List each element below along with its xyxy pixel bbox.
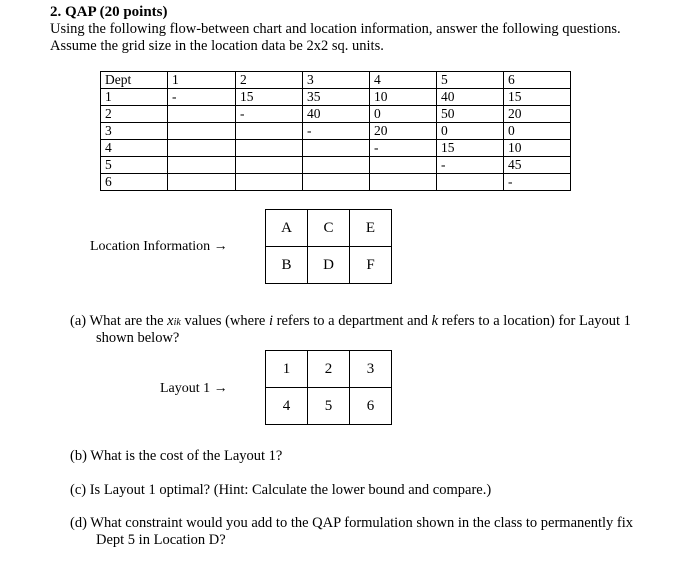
flow-cell	[168, 123, 236, 140]
header-cell: Dept	[101, 72, 168, 89]
part-a-question-line2: shown below?	[96, 330, 180, 346]
flow-cell: -	[370, 140, 437, 157]
flow-cell	[437, 174, 504, 191]
flow-cell: 10	[504, 140, 571, 157]
part-a-index-i: i	[268, 313, 274, 329]
part-d-question-line2: Dept 5 in Location D?	[96, 532, 226, 548]
table-row	[101, 106, 571, 123]
flow-cell: 35	[303, 89, 370, 106]
flow-cell	[303, 174, 370, 191]
part-c-question: (c) Is Layout 1 optimal? (Hint: Calculate the lower bound and compare.)	[70, 482, 492, 498]
flow-cell: 0	[437, 123, 504, 140]
flow-cell	[168, 157, 236, 174]
flow-cell: 10	[370, 89, 437, 106]
header-cell: 5	[437, 72, 504, 89]
grid-row	[266, 351, 392, 388]
dept-cell: 6	[101, 174, 168, 191]
question-title: 2. QAP (20 points)	[50, 4, 168, 20]
location-cell: E	[350, 210, 392, 247]
part-b-question: (b) What is the cost of the Layout 1?	[70, 448, 283, 464]
dept-cell: 2	[101, 106, 168, 123]
layout-1-label: Layout 1 →	[160, 381, 228, 396]
grid-row	[266, 247, 392, 284]
flow-cell: 15	[504, 89, 571, 106]
question-instructions-line2: Assume the grid size in the location data be 2x2 sq. units.	[50, 38, 384, 54]
flow-cell	[303, 140, 370, 157]
flow-cell: 0	[370, 106, 437, 123]
header-cell: 1	[168, 72, 236, 89]
flow-cell: 20	[370, 123, 437, 140]
flow-cell	[236, 174, 303, 191]
flow-cell: 40	[437, 89, 504, 106]
flow-header-row	[101, 72, 571, 89]
flow-cell	[236, 140, 303, 157]
header-cell: 4	[370, 72, 437, 89]
flow-cell: -	[437, 157, 504, 174]
part-a-text: (a) What are the	[70, 313, 168, 329]
header-cell: 3	[303, 72, 370, 89]
flow-cell	[236, 157, 303, 174]
flow-cell	[303, 157, 370, 174]
table-row	[101, 89, 571, 106]
flow-cell: 15	[236, 89, 303, 106]
location-information-label: Location Information →	[90, 239, 228, 254]
grid-row	[266, 210, 392, 247]
dept-cell: 5	[101, 157, 168, 174]
table-row	[101, 123, 571, 140]
flow-cell	[236, 123, 303, 140]
layout-cell: 2	[308, 351, 350, 388]
location-cell: C	[308, 210, 350, 247]
location-grid	[265, 209, 392, 284]
header-cell: 6	[504, 72, 571, 89]
flow-cell: -	[303, 123, 370, 140]
dept-cell: 1	[101, 89, 168, 106]
part-a-question	[70, 313, 631, 330]
dept-cell: 3	[101, 123, 168, 140]
layout-cell: 3	[350, 351, 392, 388]
flow-cell	[168, 174, 236, 191]
part-a-subscript: ik	[173, 317, 181, 328]
flow-cell: 20	[504, 106, 571, 123]
table-row	[101, 140, 571, 157]
flow-cell	[370, 157, 437, 174]
part-a-text: refers to a department and	[273, 313, 432, 329]
flow-cell: 45	[504, 157, 571, 174]
dept-cell: 4	[101, 140, 168, 157]
location-cell: D	[308, 247, 350, 284]
part-a-index-k: k	[431, 313, 439, 329]
location-cell: B	[266, 247, 308, 284]
table-row	[101, 157, 571, 174]
table-row	[101, 174, 571, 191]
header-cell: 2	[236, 72, 303, 89]
part-d-question: (d) What constraint would you add to the QAP formulation shown in the class to permanently fix	[70, 515, 633, 531]
layout-cell: 4	[266, 388, 308, 425]
grid-row	[266, 388, 392, 425]
flow-cell: 15	[437, 140, 504, 157]
layout-cell: 5	[308, 388, 350, 425]
layout-cell: 6	[350, 388, 392, 425]
flow-cell: -	[168, 89, 236, 106]
flow-cell: 0	[504, 123, 571, 140]
flow-cell: -	[504, 174, 571, 191]
layout-1-grid	[265, 350, 392, 425]
location-cell: A	[266, 210, 308, 247]
flow-cell	[168, 106, 236, 123]
part-a-text: refers to a location) for Layout 1	[438, 313, 631, 329]
flow-cell: -	[236, 106, 303, 123]
flow-cell: 40	[303, 106, 370, 123]
question-instructions-line1: Using the following flow-between chart and location information, answer the following questions.	[50, 21, 621, 37]
flow-cell	[370, 174, 437, 191]
layout-cell: 1	[266, 351, 308, 388]
location-cell: F	[350, 247, 392, 284]
flow-cell: 50	[437, 106, 504, 123]
flow-between-table	[100, 71, 571, 191]
part-a-text: values (where	[180, 313, 269, 329]
part-a-variable: x	[167, 313, 174, 329]
flow-cell	[168, 140, 236, 157]
